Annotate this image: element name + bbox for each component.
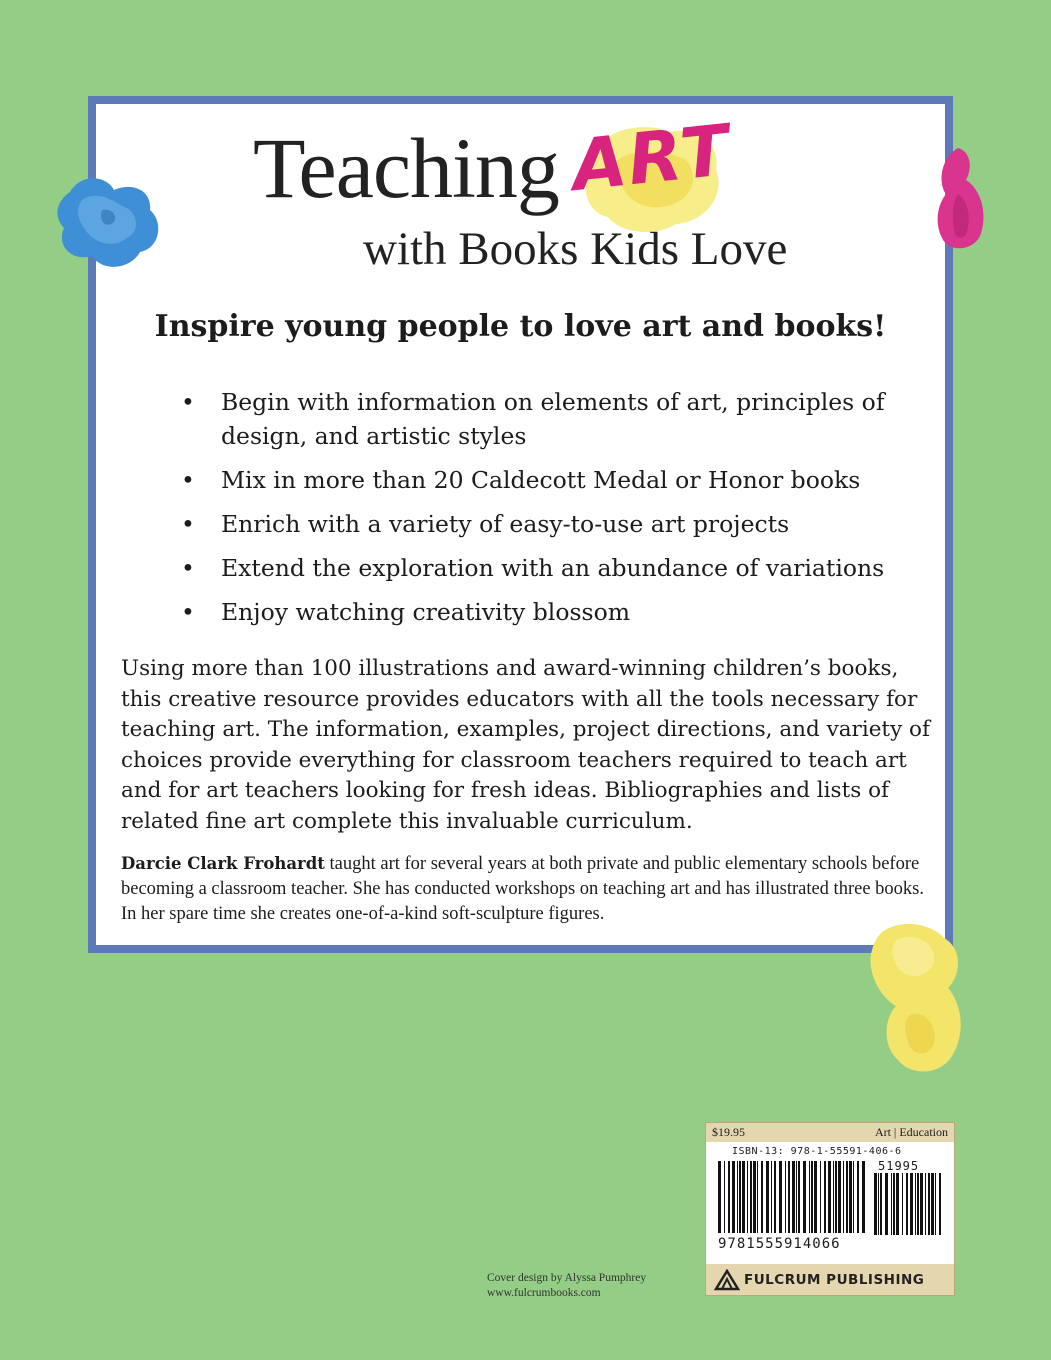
bullet-icon: • (181, 466, 195, 494)
author-bio-text: taught art for several years at both private and public elementary schools before becoming a classroom teacher. She has conducted workshops on teaching art and has illustrated three books. In her spare time she creates one-of-a-kind soft-sculpture figures. (121, 854, 924, 924)
title-art: ART (568, 108, 735, 208)
tagline: Inspire young people to love art and books! (154, 309, 887, 344)
bullet-icon: • (181, 598, 195, 626)
title-subtitle: with Books Kids Love (363, 223, 788, 275)
bullet-icon: • (181, 388, 195, 416)
barcode-block (705, 1122, 955, 1296)
list-item: • Mix in more than 20 Caldecott Medal or Honor books (181, 463, 901, 497)
yellow-paint-blob (862, 918, 972, 1078)
list-item: • Extend the exploration with an abundance of variations (181, 551, 901, 585)
list-item: • Begin with information on elements of art, principles of design, and artistic styles (181, 385, 901, 453)
price-label: $19.95 (712, 1125, 745, 1139)
list-item: • Enjoy watching creativity blossom (181, 595, 901, 629)
cover-credit (487, 1271, 646, 1301)
cover-panel (88, 96, 953, 953)
title-teaching: Teaching (253, 120, 559, 216)
pink-paint-blob (928, 144, 992, 254)
list-item: • Enrich with a variety of easy-to-use art projects (181, 507, 901, 541)
publisher-bar (706, 1264, 954, 1295)
publisher-name: FULCRUM PUBLISHING (744, 1271, 925, 1288)
barcode-icon (706, 1159, 954, 1239)
barcode-addon-digits: 51995 (878, 1159, 920, 1173)
category-label: Art | Education (874, 1125, 948, 1139)
website-link[interactable]: www.fulcrumbooks.com (487, 1287, 601, 1299)
design-credit: Cover design by Alyssa Pumphrey (487, 1272, 647, 1284)
isbn-text: ISBN-13: 978-1-55591-406-6 (732, 1146, 902, 1157)
barcode-header (706, 1123, 954, 1142)
fulcrum-logo-icon (714, 1269, 740, 1291)
bullet-icon: • (181, 554, 195, 582)
bullet-icon: • (181, 510, 195, 538)
barcode-digits: 9781555914066 (718, 1236, 841, 1252)
author-bio (121, 851, 931, 927)
blue-paint-blob (52, 170, 167, 275)
author-name: Darcie Clark Frohardt (121, 854, 325, 873)
description-paragraph: Using more than 100 illustrations and award-winning children’s books, this creative resource provides educators with all the tools necessary for teaching art. The information, examples, project directions, and variety of choices provide everything for classroom teachers required to teach art and for art teachers looking for fresh ideas. Bibliographies and lists of related fine art complete this invaluable curriculum. (121, 656, 930, 834)
feature-list (181, 385, 901, 639)
